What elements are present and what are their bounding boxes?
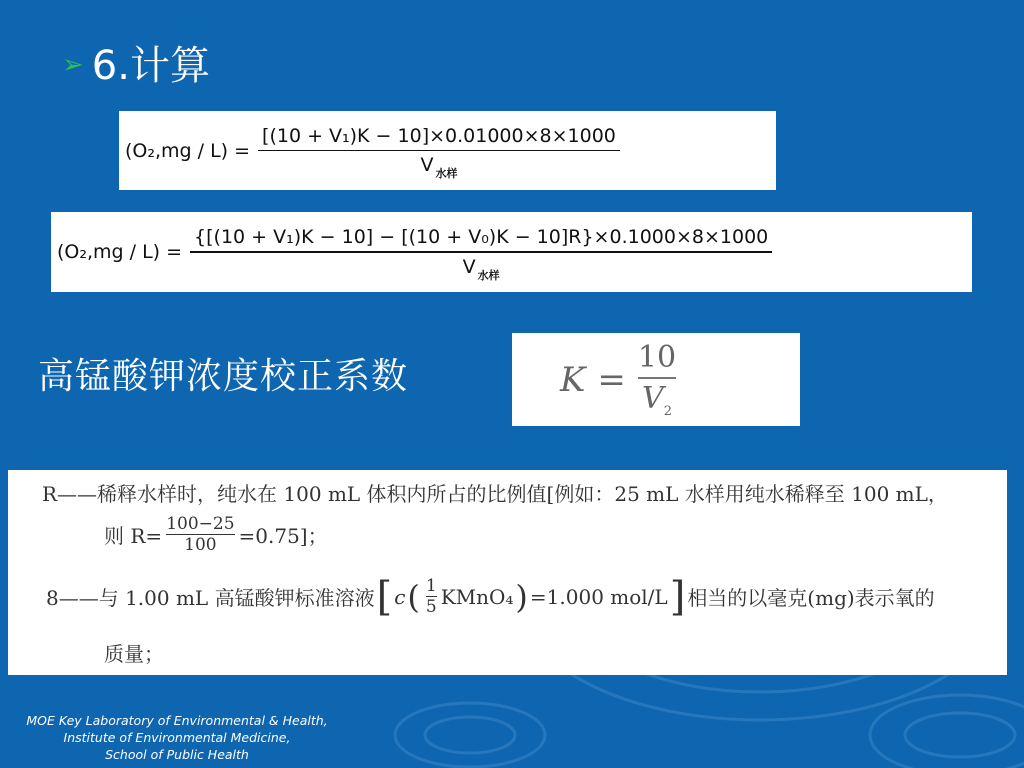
institution-footer <box>12 712 342 763</box>
eight-definition-line1: 8——与 1.00 mL 高锰酸钾标准溶液 [ c ( 1 5 KMnO₄ ) =1.000 mol/L ] 相当的以毫克(mg)表示氧的 <box>46 573 935 620</box>
formula-2-lhs: (O₂,mg / L) = <box>57 241 183 263</box>
r-definition-line2: 则 R= 100−25 100 =0.75]； <box>104 514 328 555</box>
formula-2-denominator: V $_{水样}$ <box>462 255 500 282</box>
k-variable: K <box>560 359 586 400</box>
formula-1-box <box>119 111 776 190</box>
footer-line-3: School of Public Health <box>105 747 249 762</box>
k-label: 高锰酸钾浓度校正系数 <box>38 356 409 397</box>
k-denominator: $V_2$ <box>642 381 672 419</box>
formula-1-numerator: [(10 + V₁)K − 10]×0.01000×8×1000 <box>262 124 616 147</box>
formula-1-lhs: (O₂,mg / L) = <box>125 139 251 162</box>
k-formula-box <box>512 333 800 426</box>
slide-title <box>62 34 210 91</box>
footer-line-2: Institute of Environmental Medicine, <box>63 730 291 745</box>
r-definition-line1: R——稀释水样时，纯水在 100 mL 体积内所占的比例值[例如：25 mL 水样用纯水稀释至 100 mL， <box>42 482 948 506</box>
eight-definition-line2: 质量； <box>104 642 164 666</box>
formula-1-fraction <box>258 124 620 181</box>
one-fifth-fraction: 1 5 <box>425 576 437 617</box>
definitions-box <box>8 470 1007 675</box>
arrow-bullet-icon: ➢ <box>62 49 84 80</box>
footer-line-1: MOE Key Laboratory of Environmental & Health, <box>26 713 328 728</box>
k-numerator: 10 <box>637 340 677 375</box>
title-text: 6.计算 <box>91 43 210 89</box>
formula-2-numerator: {[(10 + V₁)K − 10] − [(10 + V₀)K − 10]R}×0.1000×8×1000 <box>194 226 769 249</box>
k-fraction <box>638 340 676 419</box>
k-equals: = <box>597 359 626 400</box>
fraction-bar <box>638 377 676 379</box>
r-fraction: 100−25 100 <box>166 514 235 555</box>
formula-1-denominator: V $_{水样}$ <box>420 154 458 181</box>
formula-2-fraction <box>190 226 772 282</box>
formula-2-box <box>51 212 972 292</box>
